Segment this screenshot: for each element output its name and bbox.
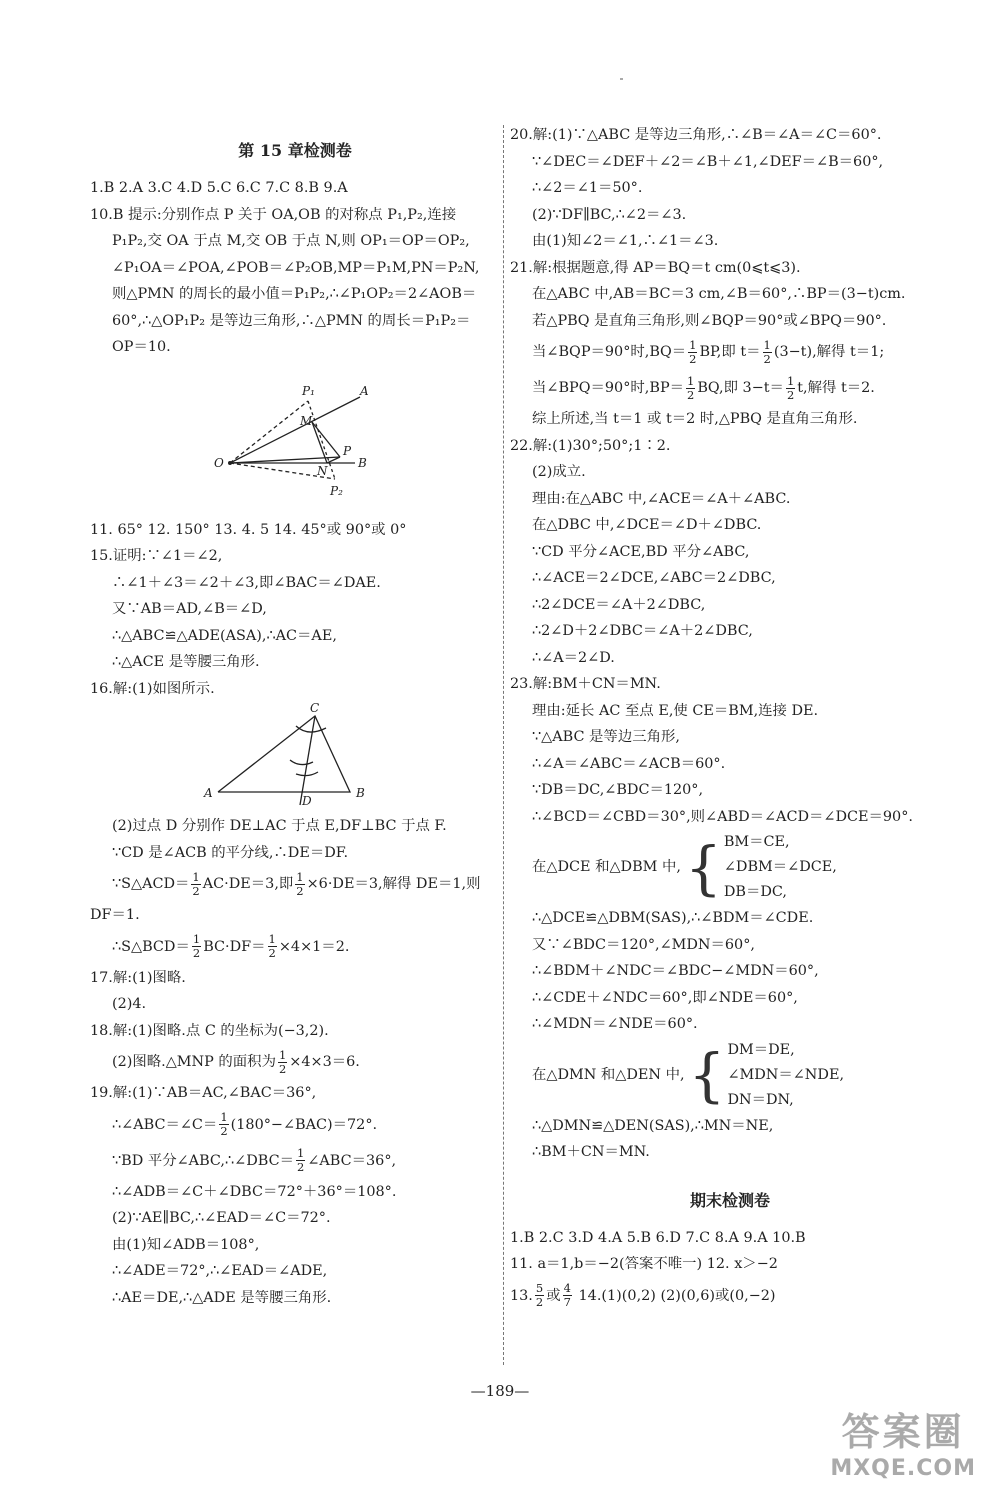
- fraction-half: $\frac{1}{2}$: [278, 1047, 287, 1076]
- fraction-half: $\frac{1}{2}$: [192, 869, 200, 898]
- q20-line-4: (2)∵DF∥BC,∴∠2＝∠3.: [532, 206, 687, 223]
- final-answers-13-14: 13. $\frac{5}{2}$ 或 $\frac{4}{7}$ 14.(1)(0,2) (2)(0,6)或(0,−2): [510, 1281, 776, 1309]
- fraction-half: $\frac{1}{2}$: [687, 373, 695, 402]
- fraction-half: $\frac{1}{2}$: [296, 1146, 305, 1174]
- left-brace-icon: {: [684, 833, 722, 902]
- q21-line-2: 在△ABC 中,AB＝BC＝3 cm,∠B＝60°,∴BP＝(3−t)cm.: [532, 286, 906, 302]
- q21-line-1: 21.解:根据题意,得 AP＝BQ＝t cm(0⩽t⩽3).: [510, 259, 801, 276]
- left-brace-icon: {: [688, 1041, 726, 1109]
- scan-speck: [620, 78, 623, 80]
- q10-line-1: 10.B 提示:分别作点 P 关于 OA,OB 的对称点 P₁,P₂,连接: [90, 206, 457, 223]
- equation-system-2: 在△DMN 和△DEN 中, { DM＝DE, ∠MDN＝∠NDE, DN＝DN,: [532, 1041, 845, 1109]
- label-c: C: [310, 702, 320, 715]
- equation-system-1: 在△DCE 和△DBM 中, { BM＝CE, ∠DBM＝∠DCE, DB＝DC,: [532, 833, 837, 902]
- label-b: B: [356, 786, 365, 800]
- q20-line-1: 20.解:(1)∵△ABC 是等边三角形,∴∠B＝∠A＝∠C＝60°.: [510, 127, 882, 143]
- q22-line-4: 在△DBC 中,∠DCE＝∠D＋∠DBC.: [532, 517, 762, 533]
- column-divider: [503, 125, 504, 1365]
- reflection-figure: [210, 367, 370, 507]
- q15-line-4: ∴△ABC≌△ADE(ASA),∴AC＝AE,: [112, 627, 337, 644]
- q18-line-2: (2)图略.△MNP 的面积为 $\frac{1}{2}$ ×4×3＝6.: [112, 1047, 360, 1076]
- segment-op: [230, 457, 340, 463]
- label-o: O: [214, 455, 224, 470]
- q19-line-7: ∴∠ADE＝72°,∴∠EAD＝∠ADE,: [112, 1263, 328, 1279]
- label-m: M: [300, 413, 313, 428]
- label-d: D: [302, 794, 312, 807]
- label-a: A: [360, 383, 369, 398]
- q15-line-3: 又∵AB＝AD,∠B＝∠D,: [112, 601, 267, 617]
- q23-line-5: ∵DB＝DC,∠BDC＝120°,: [532, 782, 704, 798]
- q19-line-3: ∵BD 平分∠ABC,∴∠DBC＝ $\frac{1}{2}$ ∠ABC＝36°,: [112, 1146, 397, 1174]
- q23-line-1: 23.解:BM＋CN＝MN.: [510, 676, 661, 692]
- fraction-half: $\frac{1}{2}$: [689, 337, 697, 366]
- label-p1: P₁: [302, 383, 315, 398]
- q22-line-6: ∴∠ACE＝2∠DCE,∠ABC＝2∠DBC,: [532, 570, 776, 586]
- q16-line-1: 16.解:(1)如图所示.: [90, 680, 215, 697]
- answers-1-9: 1.B 2.A 3.C 4.D 5.C 6.C 7.C 8.B 9.A: [90, 180, 348, 196]
- section-title-ch15: 第 15 章检测卷: [238, 141, 352, 160]
- fraction-half: $\frac{1}{2}$: [192, 932, 201, 960]
- q16-line-6: ∴S△BCD＝ $\frac{1}{2}$ BC·DF＝ $\frac{1}{2}$ ×4×1＝2.: [112, 932, 350, 960]
- answers-11-14: 11. 65° 12. 150° 13. 4. 5 14. 45°或 90°或 0°: [90, 521, 407, 538]
- label-n: N: [317, 463, 328, 478]
- q15-line-1: 15.证明:∵∠1＝∠2,: [90, 548, 223, 564]
- fraction-5-2: $\frac{5}{2}$: [535, 1281, 544, 1309]
- q22-line-9: ∴∠A＝2∠D.: [532, 649, 615, 666]
- q19-line-4: ∴∠ADB＝∠C＋∠DBC＝72°＋36°＝108°.: [112, 1183, 397, 1200]
- q10-line-5: 60°,∴△OP₁P₂ 是等边三角形,∴△PMN 的周长＝P₁P₂＝: [112, 312, 471, 329]
- fraction-half: $\frac{1}{2}$: [268, 932, 276, 960]
- q22-line-3: 理由:在△ABC 中,∠ACE＝∠A＋∠ABC.: [532, 490, 791, 507]
- q23-line-7: ∴△DCE≌△DBM(SAS),∴∠BDM＝∠CDE.: [532, 910, 814, 926]
- arc-2: [290, 760, 313, 765]
- q19-line-6: 由(1)知∠ADB＝108°,: [112, 1236, 260, 1253]
- q22-line-2: (2)成立.: [532, 464, 586, 480]
- q22-line-7: ∴2∠DCE＝∠A＋2∠DBC,: [532, 596, 706, 613]
- q18-line-1: 18.解:(1)图略.点 C 的坐标为(−3,2).: [90, 1022, 329, 1039]
- q16-line-2: (2)过点 D 分别作 DE⊥AC 于点 E,DF⊥BC 于点 F.: [112, 818, 447, 834]
- q17-line-2: (2)4.: [112, 996, 147, 1012]
- q19-line-5: (2)∵AE∥BC,∴∠EAD＝∠C＝72°.: [112, 1210, 331, 1226]
- q20-line-2: ∵∠DEC＝∠DEF＋∠2＝∠B＋∠1,∠DEF＝∠B＝60°,: [532, 153, 884, 170]
- q15-line-2: ∴∠1＋∠3＝∠2＋∠3,即∠BAC＝∠DAE.: [112, 574, 381, 591]
- q16-line-3: ∵CD 是∠ACB 的平分线,∴DE＝DF.: [112, 844, 349, 861]
- arc-3: [296, 772, 318, 776]
- segment-mp: [312, 422, 340, 457]
- fraction-half: $\frac{1}{2}$: [786, 373, 795, 402]
- watermark-logo: 答案圈 MXQE.COM: [830, 1410, 976, 1481]
- q23-line-9: ∴∠BDM＋∠NDC＝∠BDC−∠MDN＝60°,: [532, 963, 819, 979]
- q10-line-2: P₁P₂,交 OA 于点 M,交 OB 于点 N,则 OP₁＝OP＝OP₂,: [112, 233, 470, 249]
- q23-line-13: ∴BM＋CN＝MN.: [532, 1144, 650, 1160]
- q10-line-4: 则△PMN 的周长的最小值＝P₁P₂,∴∠P₁OP₂＝2∠AOB＝: [112, 286, 477, 302]
- final-answers-1-10: 1.B 2.C 3.D 4.A 5.B 6.D 7.C 8.A 9.A 10.B: [510, 1229, 806, 1246]
- q23-line-3: ∵△ABC 是等边三角形,: [532, 729, 680, 745]
- label-p: P: [343, 443, 352, 458]
- fraction-half: $\frac{1}{2}$: [220, 1110, 228, 1138]
- fraction-half: $\frac{1}{2}$: [296, 869, 304, 898]
- q16-line-5: DF＝1.: [90, 907, 140, 923]
- q23-line-12: ∴△DMN≌△DEN(SAS),∴MN＝NE,: [532, 1117, 774, 1134]
- triangle-abc: [218, 716, 350, 792]
- q20-line-3: ∴∠2＝∠1＝50°.: [532, 180, 643, 196]
- right-column: [510, 122, 950, 1314]
- left-column: [90, 138, 500, 1311]
- q23-line-2: 理由:延长 AC 至点 E,使 CE＝BM,连接 DE.: [532, 702, 819, 719]
- q17-line-1: 17.解:(1)图略.: [90, 969, 186, 986]
- q19-line-1: 19.解:(1)∵AB＝AC,∠BAC＝36°,: [90, 1085, 317, 1101]
- segment-op1: [230, 401, 308, 463]
- page-number: —189—: [470, 1382, 530, 1400]
- q21-line-3: 若△PBQ 是直角三角形,则∠BQP＝90°或∠BPQ＝90°.: [532, 312, 887, 329]
- q23-line-11: ∴∠MDN＝∠NDE＝60°.: [532, 1016, 698, 1032]
- segment-mn: [312, 422, 327, 463]
- q21-line-6: 综上所述,当 t＝1 或 t＝2 时,△PBQ 是直角三角形.: [532, 411, 858, 427]
- final-answers-11-12: 11. a＝1,b＝−2(答案不唯一) 12. x＞−2: [510, 1256, 778, 1272]
- q10-line-3: ∠P₁OA＝∠POA,∠POB＝∠P₂OB,MP＝P₁M,PN＝P₂N,: [112, 259, 480, 276]
- q23-line-8: 又∵∠BDC＝120°,∠MDN＝60°,: [532, 936, 755, 953]
- q22-line-8: ∴2∠D＋2∠DBC＝∠A＋2∠DBC,: [532, 623, 753, 639]
- q23-line-4: ∴∠A＝∠ABC＝∠ACB＝60°.: [532, 755, 726, 772]
- ray-oa: [230, 397, 360, 463]
- q15-line-5: ∴△ACE 是等腰三角形.: [112, 654, 260, 670]
- q23-line-10: ∴∠CDE＋∠NDC＝60°,即∠NDE＝60°,: [532, 989, 798, 1006]
- q19-line-8: ∴AE＝DE,∴△ADE 是等腰三角形.: [112, 1289, 332, 1306]
- q16-line-4: ∵S△ACD＝ $\frac{1}{2}$ AC·DE＝3,即 $\frac{1}{2}$ ×6·DE＝3,解得 DE＝1,则: [112, 869, 481, 898]
- fraction-half: $\frac{1}{2}$: [763, 337, 771, 366]
- label-a: A: [204, 786, 213, 800]
- triangle-bisector-figure: [200, 702, 380, 807]
- fraction-4-7: $\frac{4}{7}$: [563, 1281, 571, 1309]
- q21-line-4: 当∠BQP＝90°时,BQ＝ $\frac{1}{2}$ BP,即 t＝ $\frac{1}{2}$ (3−t),解得 t＝1;: [532, 337, 885, 366]
- q20-line-5: 由(1)知∠2＝∠1,∴∠1＝∠3.: [532, 233, 719, 249]
- q10-line-6: OP＝10.: [112, 339, 171, 355]
- q19-line-2: ∴∠ABC＝∠C＝ $\frac{1}{2}$ (180°−∠BAC)＝72°.: [112, 1110, 378, 1138]
- label-b: B: [358, 455, 367, 470]
- q21-line-5: 当∠BPQ＝90°时,BP＝ $\frac{1}{2}$ BQ,即 3−t＝ $\frac{1}{2}$ t,解得 t＝2.: [532, 373, 875, 402]
- q22-line-1: 22.解:(1)30°;50°;1∶2.: [510, 437, 671, 454]
- label-p2: P₂: [330, 483, 343, 498]
- q23-line-6: ∴∠BCD＝∠CBD＝30°,则∠ABD＝∠ACD＝∠DCE＝90°.: [532, 808, 913, 825]
- section-title-final: 期末检测卷: [689, 1190, 770, 1210]
- q22-line-5: ∵CD 平分∠ACE,BD 平分∠ABC,: [532, 543, 750, 560]
